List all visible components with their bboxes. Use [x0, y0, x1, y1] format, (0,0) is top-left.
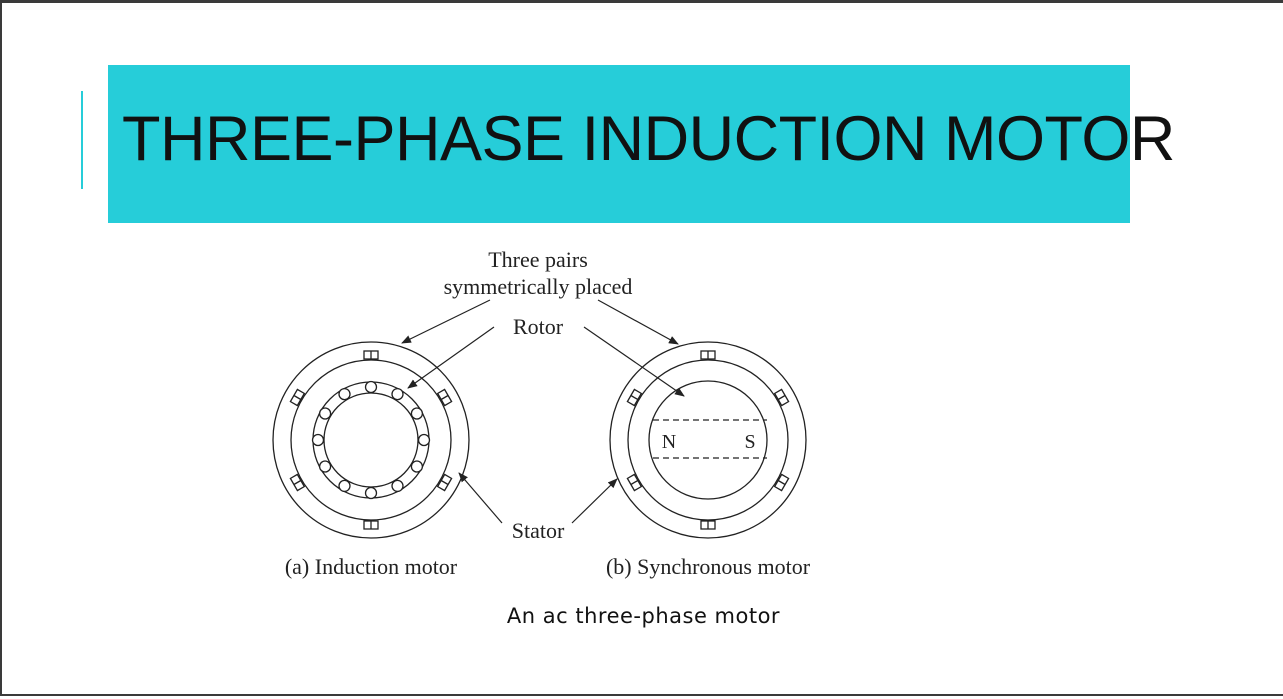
- synchronous-motor: [610, 342, 806, 538]
- arrow-stator-right: [572, 479, 617, 523]
- label-three-pairs-line2: symmetrically placed: [443, 274, 633, 299]
- stator-slot: [775, 474, 789, 490]
- stator-slot: [701, 351, 715, 359]
- arrow-pairs-right: [598, 300, 678, 344]
- label-rotor: Rotor: [512, 314, 564, 339]
- caption-induction: (a) Induction motor: [284, 554, 458, 579]
- stator-outer-ring: [273, 342, 469, 538]
- stator-slot: [438, 474, 452, 490]
- stator-slot: [701, 521, 715, 529]
- rotor-bar: [419, 435, 430, 446]
- arrow-pairs-left: [402, 300, 490, 343]
- label-stator: Stator: [511, 518, 565, 543]
- stator-slot: [627, 389, 641, 405]
- label-north: N: [661, 431, 677, 453]
- rotor-outer-ring: [313, 382, 429, 498]
- stator-slots-b: [627, 351, 788, 529]
- stator-inner-ring: [628, 360, 788, 520]
- stator-slot: [364, 521, 378, 529]
- rotor-bar: [313, 435, 324, 446]
- stator-slot: [438, 389, 452, 405]
- rotor-bar: [339, 480, 350, 491]
- label-three-pairs-line1: Three pairs: [488, 247, 588, 272]
- label-south: S: [744, 431, 756, 453]
- stator-slot: [290, 474, 304, 490]
- rotor-bar: [366, 382, 377, 393]
- stator-slot: [364, 351, 378, 359]
- stator-outer-ring: [610, 342, 806, 538]
- rotor-bar: [320, 461, 331, 472]
- stator-slot: [290, 389, 304, 405]
- caption-synchronous: (b) Synchronous motor: [605, 554, 811, 579]
- rotor-bar: [411, 461, 422, 472]
- induction-motor: [273, 342, 469, 538]
- stator-slot: [775, 389, 789, 405]
- rotor-bar: [392, 389, 403, 400]
- arrow-rotor-right: [584, 327, 684, 396]
- arrow-rotor-left: [408, 327, 494, 388]
- rotor-bar: [392, 480, 403, 491]
- rotor-bar: [320, 408, 331, 419]
- figure-caption: An ac three-phase motor: [506, 604, 781, 628]
- slide-title: THREE-PHASE INDUCTION MOTOR: [122, 104, 1175, 174]
- rotor-bar: [339, 389, 350, 400]
- rotor-bar: [366, 488, 377, 499]
- rotor-inner-ring: [324, 393, 418, 487]
- arrow-stator-left: [459, 473, 502, 523]
- motor-diagram: [2, 3, 1283, 699]
- rotor-bar: [411, 408, 422, 419]
- stator-slot: [627, 474, 641, 490]
